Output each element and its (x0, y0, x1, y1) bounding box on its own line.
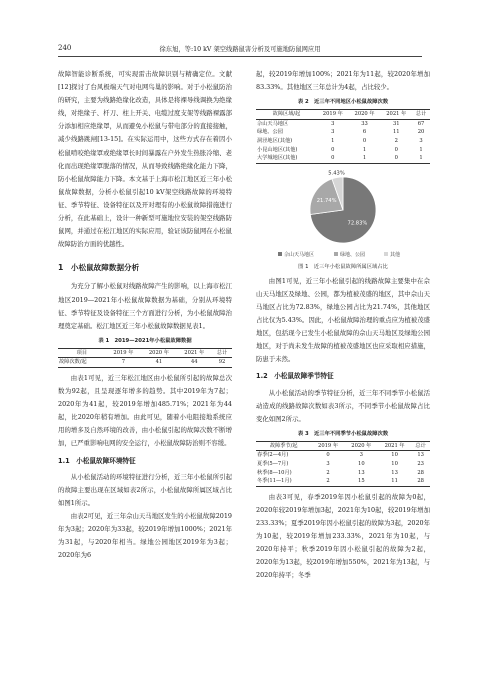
table-2-row (256, 146, 430, 155)
table-2-caption: 表 2 近三年不同地区小松鼠故障次数 (297, 99, 389, 106)
table-3-row (256, 477, 430, 486)
legend-label: 佘山天马地区 (284, 251, 315, 258)
subsection-1-2-intro: 从小松鼠活动的季节特征分析，近三年不同季节小松鼠活动造成的线路故障次数如表3所示，不同季节小松鼠故障占比变化如图2所示。 (256, 388, 430, 423)
table-3-row (256, 469, 430, 478)
section-1-paragraph: 为充分了解小松鼠对线路故障产生的影响，以上海市松江地区2019—2021年小松鼠故障数据为基础，分别从环境特征、季节特征及设备特征三个方面进行分析，为小松鼠故障治理奠定基础。松江地区近三年小松鼠故障数据见表1。 (58, 282, 232, 330)
table-2-row (256, 128, 430, 137)
table-cell: 28 (411, 477, 430, 486)
table-2-discussion-end: 起，较2019年增加100%；2021年为11起，较2020年增加83.33%。其他地区三年总计为4起，占比较少。 (256, 70, 430, 92)
table-cell: 3 (331, 129, 335, 136)
table-cell: 44 (177, 358, 212, 368)
legend-swatch (384, 252, 388, 256)
table-cell: 1 (331, 137, 335, 144)
table-cell: 1 (349, 154, 381, 163)
pie-data-label: 21.74% (316, 197, 337, 204)
table-cell: 13 (417, 452, 424, 459)
table-cell: 2 (394, 137, 398, 144)
table-cell: 28 (417, 469, 424, 476)
table-cell: 0 (380, 154, 412, 163)
table-cell: 31 (392, 120, 400, 127)
table-3-header: 故障季节/起 (256, 441, 311, 451)
table-cell: 洞泾地区(其他) (257, 137, 293, 144)
table-3-header: 2021 年 (378, 441, 411, 451)
pie-chart-svg (256, 168, 430, 262)
table-cell: 0 (394, 146, 398, 153)
table-cell: 11 (378, 477, 411, 486)
table-1 (58, 348, 232, 368)
legend-swatch (334, 252, 338, 256)
table-2-row (256, 119, 430, 128)
table-cell: 佘山天马地区 (257, 120, 289, 127)
subsection-1-2-heading: 1.2 小松鼠故障季节特征 (256, 372, 334, 381)
table-1-header: 2020 年 (141, 348, 176, 358)
table-cell: 0 (317, 154, 349, 163)
table-cell: 大学城地区(其他) (256, 154, 317, 163)
table-1-row (58, 358, 232, 368)
right-column (256, 68, 430, 582)
table-cell: 7 (106, 358, 141, 368)
table-cell: 3 (419, 137, 423, 144)
table-cell: 41 (141, 358, 176, 368)
table-2-header: 故障区域/起 (256, 110, 317, 120)
table-1-caption: 表 1 2019—2021年小松鼠故障数据 (98, 337, 192, 344)
legend-swatch (278, 252, 282, 256)
table-cell: 1 (412, 154, 430, 163)
running-title: 徐东旭，等:10 kV 架空线路鼠害分析及可施地防鼠网应用 (159, 46, 321, 53)
table-1-header-row (58, 348, 232, 358)
table-cell: 0 (331, 146, 335, 153)
table-cell: 2 (311, 477, 344, 486)
table-cell: 3 (331, 120, 335, 127)
figure-1-pie-chart (256, 168, 430, 262)
table-1-header: 2019 年 (106, 348, 141, 358)
table-cell: 故障次数/起 (58, 358, 106, 368)
table-cell: 小昆山地区(其他) (257, 146, 298, 153)
table-cell: 67 (417, 120, 425, 127)
table-cell: 绿地、公园 (257, 129, 283, 136)
legend-label: 其他 (390, 251, 401, 258)
table-cell: 20 (417, 129, 425, 136)
table-2-header: 2020 年 (349, 110, 381, 120)
table-cell: 13 (391, 469, 398, 476)
pie-data-label: 72.83% (347, 220, 368, 227)
section-1-heading: 1 小松鼠故障数据分析 (58, 263, 140, 273)
table-3-header: 2020 年 (345, 441, 378, 451)
table-3-header: 总计 (411, 441, 430, 451)
table-cell: 13 (358, 469, 365, 476)
table-cell: 3 (359, 452, 363, 459)
figure-1-caption: 图 1 近三年小松鼠故障所属区域占比 (298, 263, 388, 270)
pie-data-label: 5.43% (328, 170, 345, 177)
table-cell: 春季(2—4月) (257, 452, 289, 459)
table-3-row (256, 460, 430, 469)
table-3-discussion: 由表3可见，春季2019年因小松鼠引起的故障为0起，2020年较2019年增加3起，2021年为10起，较2019年增加233.33%；夏季2019年因小松鼠引起的故障为3起，2020年为10起，较2019年增加233.33%，2021年为10起，与2020年持平；秋季2019年因小松鼠引起的故障为2起，2020年为13起，较2019年增加550%，2021年为13起，与2020年持平；冬季 (256, 492, 430, 580)
table-1-header: 总计 (212, 348, 232, 358)
table-2-header: 2019 年 (317, 110, 349, 120)
table-cell: 秋季(8—10月) (257, 469, 292, 476)
table-cell: 夏季(5—7月) (257, 460, 289, 467)
table-cell: 3 (326, 460, 330, 467)
table-1-header: 2021 年 (177, 348, 212, 358)
table-cell: 1 (419, 146, 423, 153)
page-header (0, 0, 480, 58)
table-cell: 10 (391, 460, 398, 467)
table-1-discussion: 由表1可见，近三年松江地区由小松鼠所引起的故障总次数为92起，且呈现逐年增多的趋势。其中2019年为7起；2020年为41起，较2019年增加485.71%；2021年为44起，比2020年稍有增加。由此可见，随着小电阻接地系统应用的增多及自然环境的改善，由小松鼠引起的故障次数不断增加，已严重影响电网的安全运行，小松鼠故障防治则不容缓。 (58, 373, 232, 448)
table-cell: 冬季(11—1月) (256, 477, 311, 486)
table-cell: 15 (345, 477, 378, 486)
table-2-discussion-start: 由表2可见，近三年佘山天马地区发生的小松鼠故障2019年为3起；2020年为33起，较2019年增加1000%；2021年为31起，与2020年相当。绿地公园地区2019年为3起；2020年为6 (58, 511, 232, 560)
table-2-row (256, 137, 430, 146)
table-3-caption: 表 3 近三年不同季节小松鼠故障次数 (297, 430, 389, 437)
legend-label: 绿地、公园 (340, 251, 366, 258)
table-cell: 11 (392, 129, 400, 136)
table-2-header: 总计 (412, 110, 430, 120)
table-cell: 23 (417, 460, 424, 467)
table-3-row (256, 451, 430, 460)
table-2-header: 2021 年 (380, 110, 412, 120)
table-cell: 1 (362, 146, 367, 153)
subsection-1-1-intro: 从小松鼠活动的环境特征进行分析，近三年小松鼠所引起的故障主要出现在区域如表2所示，小松鼠故障所属区域占比如图1所示。 (58, 472, 232, 507)
table-3-header-row (256, 441, 430, 451)
page-number: 240 (58, 44, 72, 52)
table-cell: 0 (362, 137, 367, 144)
left-column (58, 68, 232, 562)
table-2-header-row (256, 110, 430, 120)
table-cell: 6 (362, 129, 367, 136)
table-cell: 33 (361, 120, 368, 127)
table-cell: 10 (358, 460, 365, 467)
header-rule (58, 56, 422, 57)
table-cell: 2 (326, 469, 330, 476)
table-2-row (256, 154, 430, 163)
table-cell: 10 (391, 452, 398, 459)
table-1-header: 项目 (58, 348, 106, 358)
subsection-1-1-heading: 1.1 小松鼠故障环境特征 (58, 456, 136, 465)
table-2 (256, 109, 430, 164)
table-cell: 92 (212, 358, 232, 368)
table-3-header: 2019 年 (311, 441, 344, 451)
table-3 (256, 441, 430, 487)
table-cell: 0 (326, 452, 330, 459)
intro-paragraph: 故障智能诊断系统，可实现雷击故障识别与精确定位。文献[12]探讨了台风极端天气对电网鸟巢的影响。对于小松鼠防治的研究，主要为线路绝缘化改造，具体是将裸导线调换为绝缘线，对绝缘子、杆刀、柱上开关、电缆过度支架等线路裸露部分添加相应绝缘罩，从而避免小松鼠与带电部分的直接接触，减少线路跳闸[13-15]。在实际运用中，这些方式存在着因小松鼠啃咬绝缘罩或绝缘罩长时间暴露在户外发生热胀冷缩、老化而出现绝缘罩脱落的情况，从而导致线路绝缘化能力下降，防小松鼠故障能力下降。本文基于上海市松江地区近三年小松鼠故障数据，分析小松鼠引起10 kV架空线路故障的环境特征、季节特征、设备特征以及开对理有的小松鼠故障措施进行分析，在此基础上，设计一种新型可施地位安装的架空线路防鼠网，并通过在松江地区的实际应用，验证该防鼠网在小松鼠故障防治方面的优越性。 (58, 70, 232, 249)
figure-1-discussion: 由图1可见，近三年小松鼠引起的线路故障主要集中在佘山天马地区及绿地、公园，都为植被茂盛的地区，其中佘山天马地区占比为72.83%，绿地公园占比为21.74%，其他地区占比仅为5.43%。因此，小松鼠故障治理的重点应为植被茂盛地区，包括现今已发生小松鼠故障的佘山天马地区及绿地公园地区，对于尚未发生故障的植被茂盛地区也应采取相应措施，防患于未然。 (256, 276, 430, 364)
